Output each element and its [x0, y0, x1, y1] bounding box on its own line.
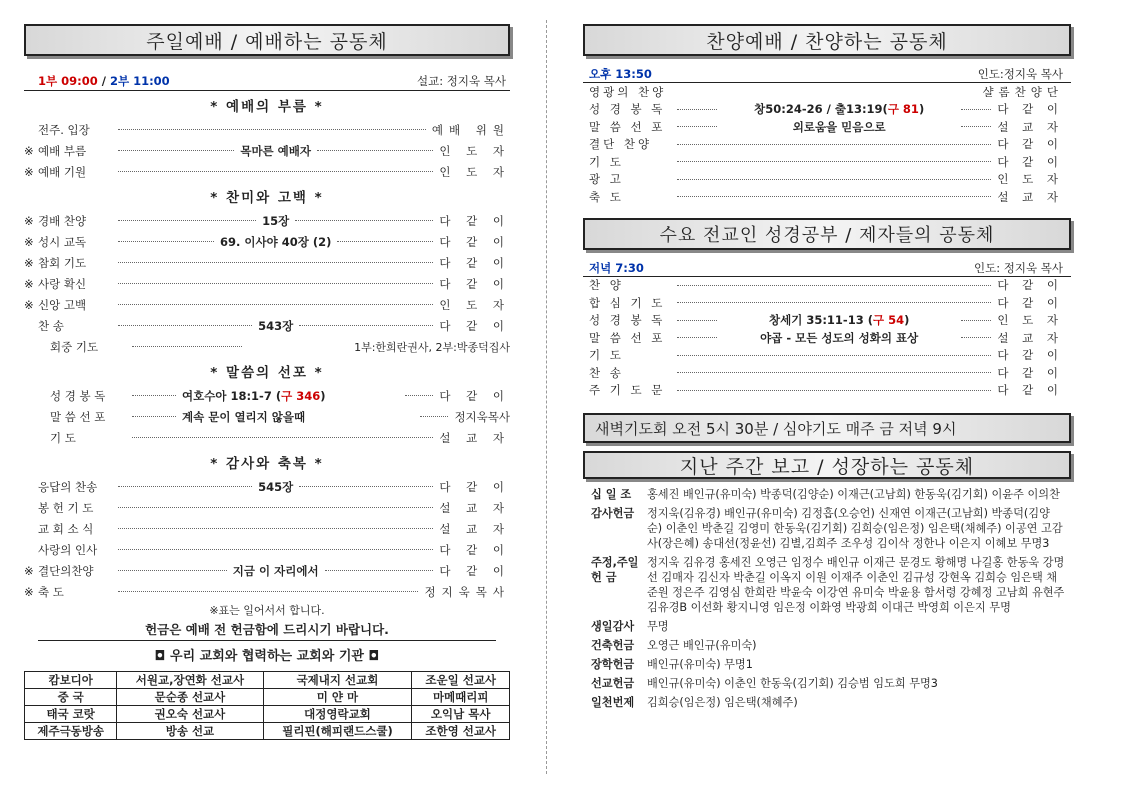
- item-label: 기 도: [589, 154, 624, 169]
- item-leader: 정지욱목사: [424, 584, 510, 599]
- order-item: [589, 312, 1063, 330]
- partner-cell: 서원교,장연화 선교사: [117, 672, 263, 689]
- item-label: 말 씀 선 포: [589, 119, 666, 134]
- report-names: 배인규(유미숙) 무명1: [647, 658, 753, 671]
- scripture-ref: 구 81: [887, 102, 919, 117]
- item-label: 예배 부름: [38, 143, 87, 158]
- section-thanks-title: * 감사와 축복 *: [210, 456, 324, 472]
- item-leader: 설 교 자: [997, 189, 1063, 204]
- item-value: 창세기 35:11-13 (구 54): [768, 313, 910, 328]
- item-label: 성 경 봉 독: [589, 102, 666, 117]
- report-names: 김희승(임은정) 임은택(채혜주): [647, 696, 798, 709]
- preacher: 설교: 정지욱 목사: [417, 74, 506, 88]
- order-item: [24, 119, 510, 140]
- report-category: 감사헌금: [591, 507, 635, 520]
- item-leader: 다 같 이: [997, 295, 1063, 310]
- item-label: 기 도: [589, 348, 624, 363]
- report-row: [591, 619, 1065, 634]
- item-label: 응답의 찬송: [38, 479, 98, 494]
- item-leader: 다 같 이: [439, 234, 511, 249]
- item-label: 찬 송: [589, 365, 624, 380]
- partner-cell: 국제내지 선교회: [263, 672, 412, 689]
- partner-cell: 태국 코랏: [25, 706, 117, 723]
- item-leader: 다 같 이: [997, 365, 1063, 380]
- item-leader: 다 같 이: [997, 348, 1063, 363]
- report-row: [591, 695, 1065, 710]
- item-value: 543장: [258, 318, 294, 333]
- stand-mark: ※: [24, 297, 34, 312]
- order-item: [589, 382, 1063, 400]
- report-row: [591, 555, 1065, 615]
- section-thanks-rows: [24, 476, 510, 602]
- item-value: 69. 이사야 40장 (2): [220, 234, 332, 249]
- order-item: [24, 294, 510, 315]
- order-item: [24, 252, 510, 273]
- stand-mark: ※: [24, 584, 34, 599]
- partner-row: [25, 689, 510, 706]
- scripture-ref: 구 54: [872, 313, 905, 328]
- order-item: [24, 518, 510, 539]
- item-leader: 설 교 자: [439, 521, 510, 536]
- report-row: [591, 657, 1065, 672]
- report-names: 정지욱(김유경) 배인규(유미숙) 김정흡(오승언) 신재연 이재근(고남희) 박종덕(김양순) 이춘인 박춘길 김영미 한동욱(김기회) 김희승(임은정) 임은택(채혜주) 이공연 고감사(장은혜) 송대선(정윤선) 김별,김희주 조우성 김이삭 정한나 이은지 이혜보 무명3: [647, 507, 1063, 550]
- item-value: 외로움을 믿음으로: [792, 119, 886, 134]
- dawn-prayer-banner: 새벽기도회 오전 5시 30분 / 심야기도 매주 금 저녁 9시: [583, 413, 1071, 443]
- weekly-report: [583, 479, 1071, 710]
- item-leader: 다 같 이: [997, 383, 1063, 398]
- order-item: [24, 315, 510, 336]
- left-column: [24, 0, 510, 794]
- sermon-title: 계속 문이 열리지 않을때: [182, 409, 306, 424]
- item-label: 축 도: [589, 189, 624, 204]
- item-label: 찬 양: [589, 278, 624, 293]
- item-leader: 예배 위원: [431, 122, 510, 137]
- stand-mark: ※: [24, 276, 34, 291]
- order-item: [589, 153, 1063, 171]
- item-leader: 다 같 이: [997, 278, 1063, 293]
- partner-cell: 방송 선교: [117, 723, 263, 740]
- item-leader: 다 같 이: [997, 102, 1063, 117]
- item-label: 말 씀 선 포: [589, 330, 666, 345]
- partners-table: [24, 671, 510, 740]
- report-category: 장학헌금: [591, 658, 635, 671]
- item-label: 사랑 확신: [38, 276, 87, 291]
- item-leader: 설 교 자: [439, 500, 510, 515]
- item-leader: 다 같 이: [439, 479, 511, 494]
- prayer-row: 회중 기도 1부:한희란권사, 2부:박종덕집사: [50, 339, 510, 354]
- service-times: 1부 09:00 / 2부 11:00: [38, 74, 170, 88]
- item-label: 결단의찬양: [38, 563, 94, 578]
- item-leader: 다 같 이: [439, 563, 511, 578]
- wednesday-banner: 수요 전교인 성경공부 / 제자들의 공동체: [583, 218, 1071, 250]
- report-row: [591, 487, 1065, 502]
- reading-row: 성 경 봉 독 여호수아 18:1-7 (구 346) 다 같 이: [50, 388, 510, 403]
- item-value: 창50:24-26 / 출13:19(구 81): [754, 102, 925, 117]
- report-category: 선교헌금: [591, 677, 635, 690]
- report-category: 생일감사: [591, 620, 635, 633]
- stand-mark: ※: [24, 164, 34, 179]
- stand-mark: ※: [24, 234, 34, 249]
- item-label: 경배 찬양: [38, 213, 87, 228]
- order-item: [24, 210, 510, 231]
- item-label: 신앙 고백: [38, 297, 87, 312]
- stand-mark: ※: [24, 143, 34, 158]
- order-item: [24, 161, 510, 182]
- item-label: 결단 찬양: [589, 137, 653, 152]
- report-names: 홍세진 배인규(유미숙) 박종덕(김양순) 이재근(고남희) 한동욱(김기회) 이윤주 이의찬: [647, 488, 1060, 501]
- wednesday-time-row: 저녁 7:30 인도: 정지욱 목사: [583, 260, 1071, 277]
- report-names: 오영근 배인규(유미숙): [647, 639, 757, 652]
- item-leader: 인 도 자: [997, 172, 1063, 187]
- item-label: 광 고: [589, 172, 624, 187]
- order-item: [589, 171, 1063, 189]
- order-item: [24, 273, 510, 294]
- item-label: 축 도: [38, 584, 64, 599]
- item-leader: 인 도 자: [439, 164, 510, 179]
- report-names: 배인규(유미숙) 이춘인 한동욱(김기회) 김승범 임도희 무명3: [647, 677, 938, 690]
- pray-row: 기 도 설 교 자: [50, 430, 510, 445]
- item-leader: 설 교 자: [997, 119, 1063, 134]
- stand-mark: ※: [24, 563, 34, 578]
- stand-mark: ※: [24, 213, 34, 228]
- item-label: 성 경 봉 독: [589, 313, 666, 328]
- partner-cell: 대정영락교회: [263, 706, 412, 723]
- item-value: 목마른 예배자: [240, 143, 312, 158]
- item-leader: 인 도 자: [997, 313, 1063, 328]
- item-label: 예배 기원: [38, 164, 87, 179]
- stand-mark: ※: [24, 255, 34, 270]
- item-label: 전주. 입장: [38, 122, 90, 137]
- sunday-banner: 주일예배 / 예배하는 공동체: [24, 24, 510, 56]
- reading-ref: 구 346: [281, 388, 321, 403]
- report-category: 주정,주일 헌 금: [591, 556, 639, 584]
- item-leader: 인 도 자: [439, 297, 510, 312]
- partner-cell: 문순종 선교사: [117, 689, 263, 706]
- partner-cell: 오익남 목사: [412, 706, 510, 723]
- report-row: [591, 506, 1065, 551]
- report-row: [591, 638, 1065, 653]
- order-item: [589, 101, 1063, 119]
- section-call-rows: [24, 119, 510, 182]
- order-item: [589, 83, 1063, 101]
- section-praise-rows: [24, 210, 510, 336]
- order-item: [24, 560, 510, 581]
- partner-cell: 마메때리피: [412, 689, 510, 706]
- praise-time-row: 오후 13:50 인도:정지욱 목사: [583, 66, 1071, 83]
- order-item: [589, 329, 1063, 347]
- order-item: [589, 188, 1063, 206]
- center-divider: [546, 20, 547, 774]
- order-item: [589, 277, 1063, 295]
- item-leader: 다 같 이: [439, 255, 510, 270]
- report-names: 무명: [647, 620, 669, 633]
- item-label: 찬 송: [38, 318, 64, 333]
- partner-cell: 조운일 선교사: [412, 672, 510, 689]
- partner-row: [25, 672, 510, 689]
- partner-cell: 제주극동방송: [25, 723, 117, 740]
- partner-cell: 필리핀(해피랜드스쿨): [263, 723, 412, 740]
- sermon-row: 말 씀 선 포 계속 문이 열리지 않을때 정지욱목사: [50, 409, 510, 424]
- praise-banner: 찬양예배 / 찬양하는 공동체: [583, 24, 1071, 56]
- item-value: 야곱 - 모든 성도의 성화의 표상: [760, 330, 919, 345]
- section-call-title: * 예배의 부름 *: [210, 99, 324, 115]
- partner-cell: 중 국: [25, 689, 117, 706]
- item-value: 지금 이 자리에서: [232, 563, 319, 578]
- order-item: [589, 364, 1063, 382]
- item-leader: 다 같 이: [439, 318, 511, 333]
- item-label: 사랑의 인사: [38, 542, 98, 557]
- partner-cell: 조한영 선교사: [412, 723, 510, 740]
- order-item: [24, 231, 510, 252]
- item-label: 성시 교독: [38, 234, 87, 249]
- item-label: 봉 헌 기 도: [38, 500, 94, 515]
- partner-cell: 캄보디아: [25, 672, 117, 689]
- item-leader: 다 같 이: [997, 137, 1063, 152]
- item-leader: 다 같 이: [439, 276, 510, 291]
- item-label: 영광의 찬양: [589, 84, 667, 99]
- wednesday-rows: [583, 277, 1071, 400]
- item-label: 합 심 기 도: [589, 295, 666, 310]
- order-item: [24, 140, 510, 161]
- order-item: [589, 294, 1063, 312]
- order-item: [589, 347, 1063, 365]
- order-item: [589, 136, 1063, 154]
- report-names: 정지욱 김유경 홍세진 오영근 임정수 배인규 이재근 문경도 황해명 나길홍 한동욱 강명선 김매자 김신자 박춘길 이옥지 이원 이재주 이춘인 김규성 강현옥 김희승 임은택 채준원 정은주 김영심 한희란 박윤숙 이강연 유미숙 박윤용 함서령 강혜정 고남희 유현주 김유경B 이선화 황지니영 임은정 이화영 박광희 이대근 박영희 이은지 무명: [647, 556, 1065, 614]
- service-time-row: [24, 72, 510, 91]
- partner-row: [25, 723, 510, 740]
- item-label: 참회 기도: [38, 255, 87, 270]
- item-label: 교 회 소 식: [38, 521, 94, 536]
- partner-cell: 권오숙 선교사: [117, 706, 263, 723]
- partner-cell: 미 얀 마: [263, 689, 412, 706]
- item-value: 545장: [258, 479, 294, 494]
- order-item: [24, 476, 510, 497]
- item-leader: 설 교 자: [997, 330, 1063, 345]
- report-row: [591, 676, 1065, 691]
- praise-rows: [583, 83, 1071, 206]
- report-category: 건축헌금: [591, 639, 635, 652]
- offering-note: 헌금은 예배 전 헌금함에 드리시기 바랍니다.: [38, 620, 496, 641]
- order-item: [589, 118, 1063, 136]
- partner-row: [25, 706, 510, 723]
- right-column: [583, 0, 1071, 794]
- stand-note: ※표는 일어서서 합니다.: [209, 604, 325, 617]
- item-leader: 인 도 자: [439, 143, 510, 158]
- report-category: 일천번제: [591, 696, 635, 709]
- prayer-leaders: 1부:한희란권사, 2부:박종덕집사: [354, 340, 510, 354]
- item-value: 15장: [262, 213, 290, 228]
- item-label: 주 기 도 문: [589, 383, 666, 398]
- item-leader: 샬롬찬양단: [982, 84, 1063, 99]
- item-leader: 다 같 이: [439, 213, 511, 228]
- item-leader: 다 같 이: [997, 154, 1063, 169]
- partners-title: ◘ 우리 교회와 협력하는 교회와 기관 ◘: [154, 649, 380, 664]
- report-banner: 지난 주간 보고 / 성장하는 공동체: [583, 451, 1071, 479]
- section-praise-title: * 찬미와 고백 *: [210, 190, 324, 206]
- order-item: [24, 539, 510, 560]
- order-item: [24, 581, 510, 602]
- section-word-title: * 말씀의 선포 *: [210, 365, 324, 381]
- item-leader: 다 같 이: [439, 542, 510, 557]
- order-item: [24, 497, 510, 518]
- report-category: 십 일 조: [591, 488, 632, 501]
